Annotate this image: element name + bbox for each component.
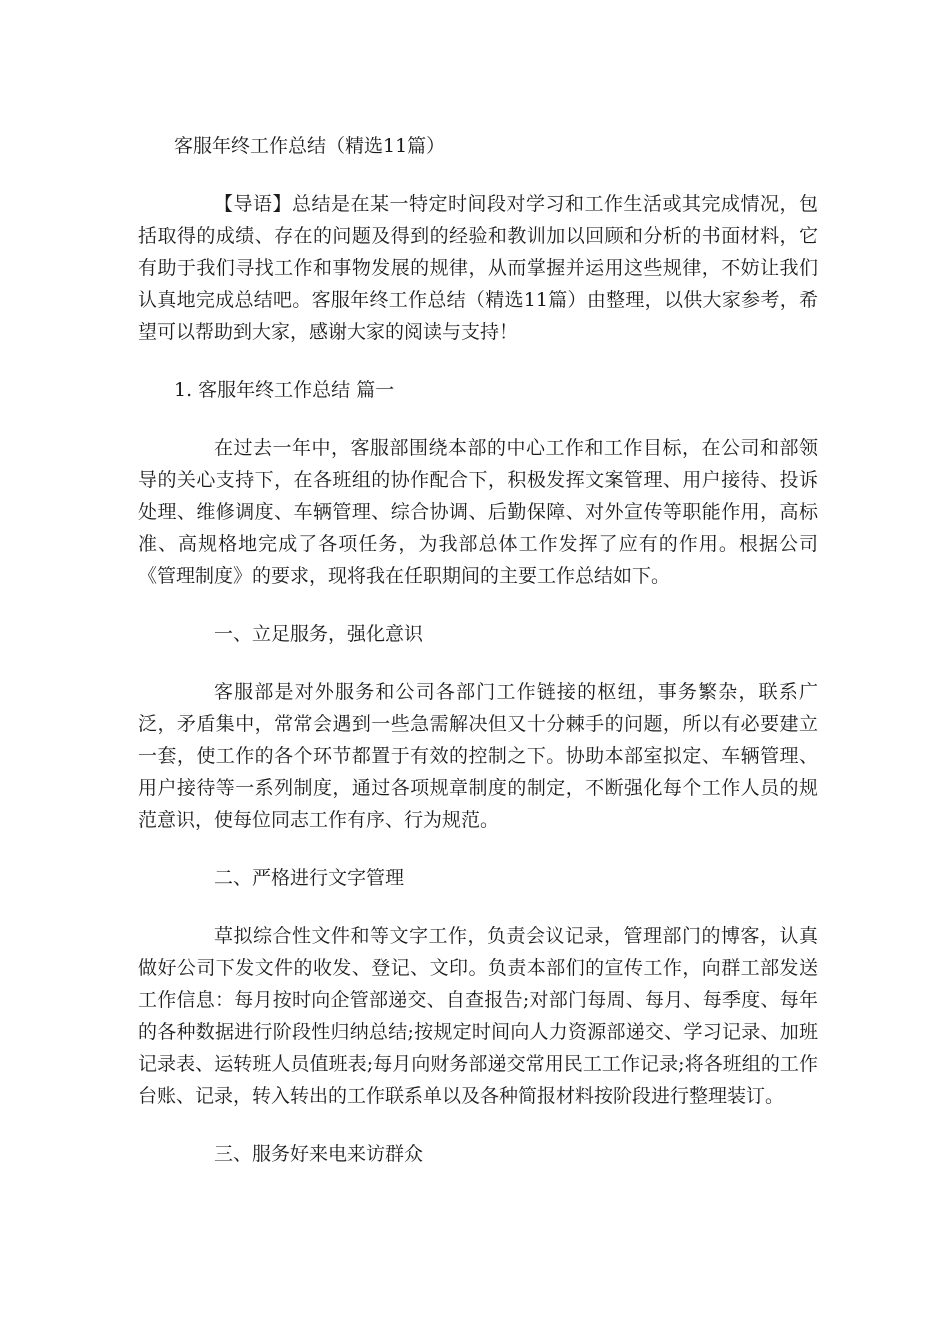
subheading-1: 一、立足服务，强化意识 [214,623,424,645]
intro-text: 总结是在某一特定时间段对学习和工作生活或其完成情况，包括取得的成绩、存在的问题及得到的经验和教训加以回顾和分析的书面材料，它有助于我们寻找工作和事物发展的规律，从而掌握并运用这些规律，不妨让我们认真地完成总结吧。客服年终工作总结（精选11篇）由整理，以供大家参考，希望可以帮助到大家，感谢大家的阅读与支持！ [138,193,818,343]
section-heading-1: 1. 客服年终工作总结 篇一 [174,379,395,401]
subheading-2: 二、严格进行文字管理 [214,867,405,889]
paragraph-1: 在过去一年中，客服部围绕本部的中心工作和工作目标，在公司和部领导的关心支持下，在各班组的协作配合下，积极发挥文案管理、用户接待、投诉处理、维修调度、车辆管理、综合协调、后勤保障、对外宣传等职能作用，高标准、高规格地完成了各项任务，为我部总体工作发挥了应有的作用。根据公司《管理制度》的要求，现将我在任职期间的主要工作总结如下。 [138,437,818,587]
document-title: 客服年终工作总结（精选11篇） [174,135,446,157]
paragraph-3: 草拟综合性文件和等文字工作，负责会议记录，管理部门的博客，认真做好公司下发文件的收发、登记、文印。负责本部们的宣传工作，向群工部发送工作信息：每月按时向企管部递交、自查报告;对部门每周、每月、每季度、每年的各种数据进行阶段性归纳总结;按规定时间向人力资源部递交、学习记录、加班记录表、运转班人员值班表;每月向财务部递交常用民工工作记录;将各班组的工作台账、记录，转入转出的工作联系单以及各种简报材料按阶段进行整理装订。 [138,925,818,1107]
paragraph-2: 客服部是对外服务和公司各部门工作链接的枢纽，事务繁杂，联系广泛，矛盾集中，常常会遇到一些急需解决但又十分棘手的问题，所以有必要建立一套，使工作的各个环节都置于有效的控制之下。协助本部室拟定、车辆管理、用户接待等一系列制度，通过各项规章制度的制定，不断强化每个工作人员的规范意识，使每位同志工作有序、行为规范。 [138,681,818,831]
intro-paragraph [138,188,818,348]
document-body [138,130,818,1196]
subheading-3: 三、服务好来电来访群众 [214,1143,424,1165]
intro-label: 【导语】 [214,193,292,215]
